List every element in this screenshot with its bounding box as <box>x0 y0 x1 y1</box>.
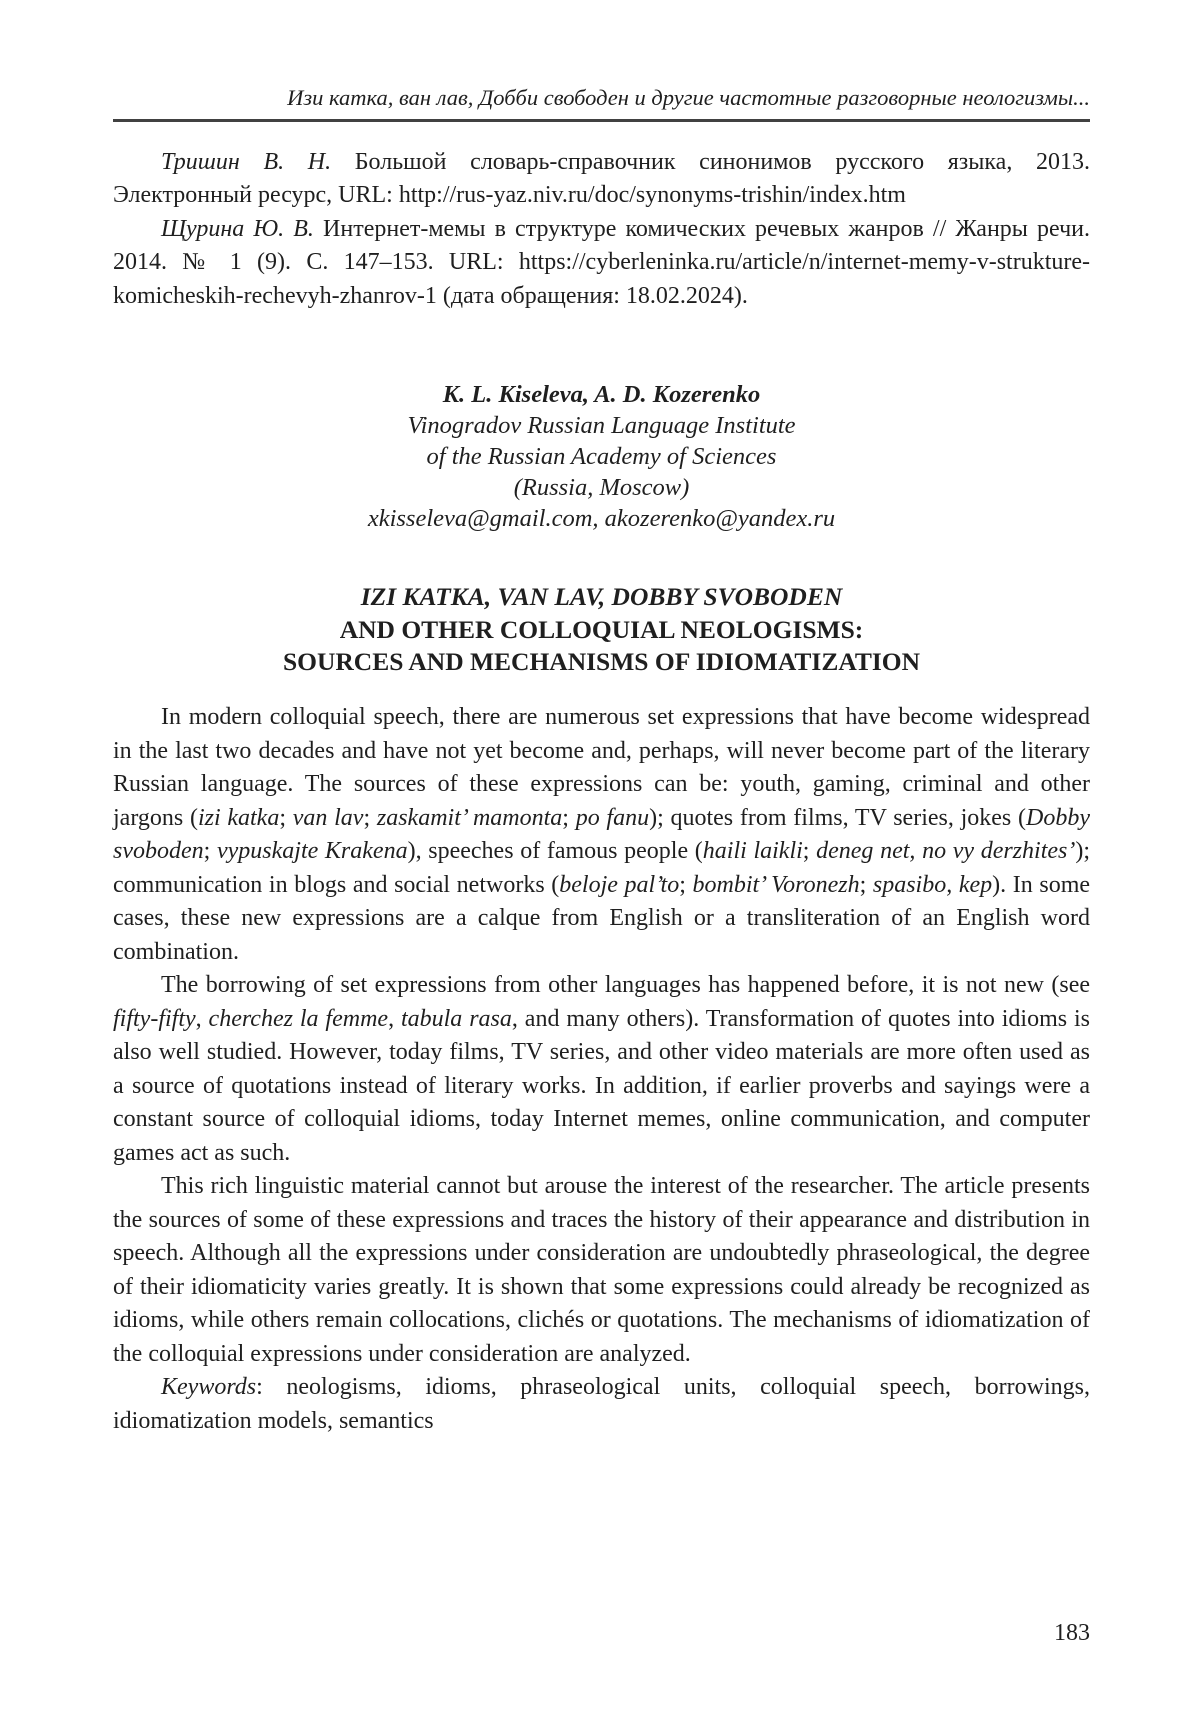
affiliation-line: Vinogradov Russian Language Institute <box>407 412 796 439</box>
article-title-line: AND OTHER COLLOQUIAL NEOLOGISMS: <box>339 614 864 644</box>
author-block <box>113 379 1090 534</box>
author-names: K. L. Kiseleva, A. D. Kozerenko <box>442 381 761 408</box>
article-title-line: IZI KATKA, VAN LAV, DOBBY SVOBODEN <box>360 582 843 611</box>
affiliation-line: of the Russian Academy of Sciences <box>426 443 777 470</box>
abstract-paragraph: In modern colloquial speech, there are numerous set expressions that have become widespread in the last two decades and have not yet become and, perhaps, will never become part of the literary Russian language. The sources of these expressions can be: youth, gaming, criminal and other jargons (izi katka; van lav; zaskamit’ mamonta; po fanu); quotes from films, TV series, jokes (Dobby svoboden; vypuskajte Krakena), speeches of famous people (haili laikli; deneg net, no vy derzhites’); communication in blogs and social networks (beloje pal’to; bombit’ Voronezh; spasibo, kep). In some cases, these new expressions are a calque from English or a transliteration of an English word combination. <box>113 704 1091 965</box>
header-rule <box>113 119 1090 122</box>
author-emails: xkisseleva@gmail.com, akozerenko@yandex.ru <box>367 505 836 532</box>
reference-entry: Тришин В. Н. Большой словарь-справочник синонимов русского языка, 2013. Электронный ресурс, URL: http://rus-yaz.niv.ru/doc/synonyms-trishin/index.htm <box>113 149 1091 209</box>
abstract-paragraph: The borrowing of set expressions from other languages has happened before, it is not new (see fifty-fifty, cherchez la femme, tabula rasa, and many others). Transformation of quotes into idioms is also well studied. However, today films, TV series, and other video materials are more often used as a source of quotations instead of literary works. In addition, if earlier proverbs and sayings were a constant source of colloquial idioms, today Internet memes, online communication, and computer games act as such. <box>113 972 1091 1166</box>
page-number: 183 <box>1054 1620 1090 1646</box>
keywords-paragraph: Keywords: neologisms, idioms, phraseological units, colloquial speech, borrowings, idiomatization models, semantics <box>113 1374 1090 1434</box>
author-location: (Russia, Moscow) <box>513 474 690 501</box>
reference-entry: Щурина Ю. В. Интернет-мемы в структуре комических речевых жанров // Жанры речи. 2014. № 1 (9). С. 147–153. URL: https://cyberleninka.ru/article/n/internet-memy-v-strukture-komicheskih-rechevyh-zhanrov-1 (дата обращения: 18.02.2024). <box>113 215 1090 309</box>
references-section <box>113 146 1090 313</box>
abstract-paragraph: This rich linguistic material cannot but arouse the interest of the researcher. The article presents the sources of some of these expressions and traces the history of their appearance and distribution in speech. Although all the expressions under consideration are undoubtedly phraseological, the degree of their idiomaticity varies greatly. It is shown that some expressions could already be recognized as idioms, while others remain collocations, clichés or quotations. The mechanisms of idiomatization of the colloquial expressions under consideration are analyzed. <box>113 1173 1090 1367</box>
article-title <box>113 581 1090 679</box>
article-title-line: SOURCES AND MECHANISMS OF IDIOMATIZATION <box>282 647 921 677</box>
abstract-section <box>113 701 1090 1438</box>
running-head: Изи катка, ван лав, Добби свободен и другие частотные разговорные неологизмы... <box>287 85 1090 110</box>
